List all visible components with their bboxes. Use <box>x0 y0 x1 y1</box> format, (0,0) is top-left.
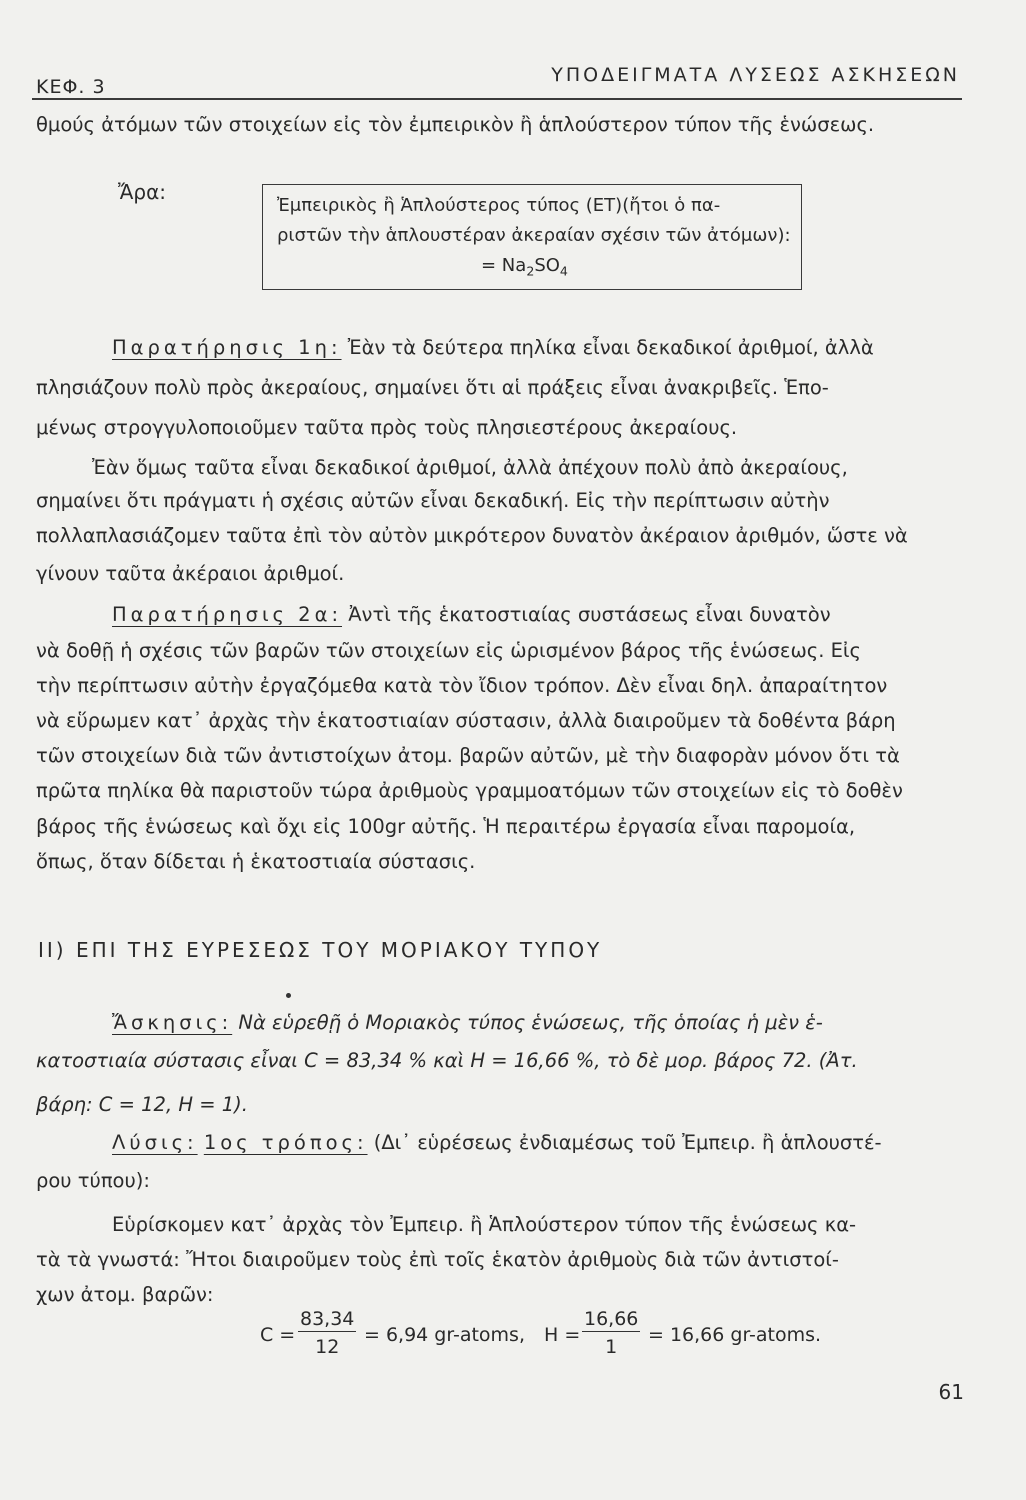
box-formula-sub2: 4 <box>559 263 568 279</box>
solution-label: Λύσις: <box>112 1131 198 1154</box>
solution-line-3: Εὑρίσκομεν κατ᾽ ἀρχὰς τὸν Ἐμπειρ. ἢ Ἁπλούστερον τύπον τῆς ἑνώσεως κα- <box>112 1213 857 1236</box>
formula-c-denominator: 12 <box>315 1336 340 1358</box>
note2-line-6: πρῶτα πηλίκα θὰ παριστοῦν τώρα ἀριθμοὺς γραμμοατόμων τῶν στοιχείων εἰς τὸ δοθὲν <box>36 779 903 802</box>
note1-text-0: Ἐὰν τὰ δεύτερα πηλίκα εἶναι δεκαδικοί ἀριθμοί, ἀλλὰ <box>347 336 874 359</box>
formula-h-fraction <box>582 1308 640 1358</box>
solution-method: 1ος τρόπος: <box>203 1131 368 1154</box>
exercise-line-3: βάρη: C = 12, H = 1). <box>36 1093 248 1116</box>
solution-line-1 <box>112 1128 986 1158</box>
note1-line-3: μένως στρογγυλοποιοῦμεν ταῦτα πρὸς τοὺς πλησιεστέρους ἀκεραίους. <box>36 416 738 439</box>
formula-c-numerator: 83,34 <box>300 1308 355 1330</box>
note1-line-1 <box>112 333 986 363</box>
formula-h-result: = 16,66 gr-atoms. <box>648 1324 822 1346</box>
note2-line-1 <box>112 600 986 630</box>
solution-line-5: χων ἀτομ. βαρῶν: <box>36 1283 214 1306</box>
box-formula-prefix: = Na <box>481 255 527 276</box>
formula-h-denominator: 1 <box>605 1336 618 1358</box>
formula-h-numerator: 16,66 <box>584 1308 639 1330</box>
ara-label: Ἄρα: <box>118 180 166 204</box>
page-header-title: ΥΠΟΔΕΙΓΜΑΤΑ ΛΥΣΕΩΣ ΑΣΚΗΣΕΩΝ <box>551 64 960 86</box>
exercise-label: Ἄσκησις: <box>112 1011 233 1034</box>
note2-line-4: νὰ εὕρωμεν κατ᾽ ἀρχὰς τὴν ἑκατοστιαίαν σύστασιν, ἀλλὰ διαιροῦμεν τὰ δοθέντα βάρη <box>36 709 896 732</box>
formula-c-label: C = <box>260 1324 296 1346</box>
empirical-formula-box <box>262 184 802 290</box>
exercise-line-1 <box>112 1008 986 1038</box>
note2-line-5: τῶν στοιχείων διὰ τῶν ἀντιστοίχων ἀτομ. βαρῶν αὐτῶν, μὲ τὴν διαφορὰν μόνον ὅτι τὰ <box>36 744 900 767</box>
formula-c-fraction <box>298 1308 356 1358</box>
header-rule <box>32 98 962 100</box>
note2-line-7: βάρος τῆς ἑνώσεως καὶ ὄχι εἰς 100gr αὐτῆς. Ἡ περαιτέρω ἐργασία εἶναι παρομοία, <box>36 815 856 838</box>
solution-line-2: ρου τύπου): <box>36 1169 150 1192</box>
note2-line-8: ὅπως, ὅταν δίδεται ἡ ἑκατοστιαία σύστασις. <box>36 850 476 873</box>
note1-label: Παρατήρησις 1η: <box>112 336 342 359</box>
note1-line-4: Ἐὰν ὅμως ταῦτα εἶναι δεκαδικοί ἀριθμοί, ἀλλὰ ἀπέχουν πολὺ ἀπὸ ἀκεραίους, <box>92 456 848 479</box>
box-formula <box>277 251 791 287</box>
solution-line-4: τὰ τὰ γνωστά: Ἤτοι διαιροῦμεν τοὺς ἐπὶ τοῖς ἑκατὸν ἀριθμοὺς διὰ τῶν ἀντιστοί- <box>36 1248 839 1271</box>
solution-text-0: (Δι᾽ εὑρέσεως ἐνδιαμέσως τοῦ Ἐμπειρ. ἢ ἁπλουστέ- <box>373 1131 882 1154</box>
exercise-text-0: Νὰ εὑρεθῇ ὁ Μοριακὸς τύπος ἑνώσεως, τῆς ὁποίας ἡ μὲν ἑ- <box>238 1011 823 1034</box>
note2-line-2: νὰ δοθῇ ἡ σχέσις τῶν βαρῶν τῶν στοιχείων εἰς ὡρισμένον βάρος τῆς ἑνώσεως. Εἰς <box>36 639 861 662</box>
note2-line-3: τὴν περίπτωσιν αὐτὴν ἐργαζόμεθα κατὰ τὸν ἴδιον τρόπον. Δὲν εἶναι δηλ. ἀπαραίτητον <box>36 674 888 697</box>
note1-line-5: σημαίνει ὅτι πράγματι ἡ σχέσις αὐτῶν εἶναι δεκαδική. Εἰς τὴν περίπτωσιν αὐτὴν <box>36 489 830 512</box>
formula-c-result: = 6,94 gr-atoms, <box>364 1324 525 1346</box>
note1-line-7: γίνουν ταῦτα ἀκέραιοι ἀριθμοί. <box>36 562 345 585</box>
ink-dot <box>286 993 291 998</box>
formula-h-label: H = <box>544 1324 581 1346</box>
intro-line: θμούς ἀτόμων τῶν στοιχείων εἰς τὸν ἐμπειρικὸν ἢ ἁπλούστερον τύπον τῆς ἑνώσεως. <box>36 113 875 136</box>
page-number: 61 <box>938 1380 964 1404</box>
exercise-line-2: κατοστιαία σύστασις εἶναι C = 83,34 % καὶ H = 16,66 %, τὸ δὲ μορ. βάρος 72. (Ἀτ. <box>36 1049 858 1072</box>
chapter-label: ΚΕΦ. 3 <box>36 76 106 98</box>
note1-line-6: πολλαπλασιάζομεν ταῦτα ἐπὶ τὸν αὐτὸν μικρότερον δυνατὸν ἀκέραιον ἀριθμόν, ὥστε νὰ <box>36 524 908 547</box>
box-line-2: ριστῶν τὴν ἁπλουστέραν ἀκεραίαν σχέσιν τῶν ἀτόμων): <box>277 225 791 246</box>
box-formula-sub1: 2 <box>526 263 535 279</box>
note2-text-0: Ἀντὶ τῆς ἑκατοστιαίας συστάσεως εἶναι δυνατὸν <box>348 603 831 626</box>
note1-line-2: πλησιάζουν πολὺ πρὸς ἀκεραίους, σημαίνει ὅτι αἱ πράξεις εἶναι ἀνακριβεῖς. Ἑπο- <box>36 376 829 399</box>
section-title: II) ΕΠΙ ΤΗΣ ΕΥΡΕΣΕΩΣ ΤΟΥ ΜΟΡΙΑΚΟΥ ΤΥΠΟΥ <box>38 938 603 962</box>
box-line-1: Ἐμπειρικὸς ἢ Ἁπλούστερος τύπος (ΕΤ)(ἤτοι ὁ πα- <box>277 195 721 216</box>
box-formula-mid: SO <box>534 255 560 276</box>
note2-label: Παρατήρησις 2α: <box>112 603 343 626</box>
